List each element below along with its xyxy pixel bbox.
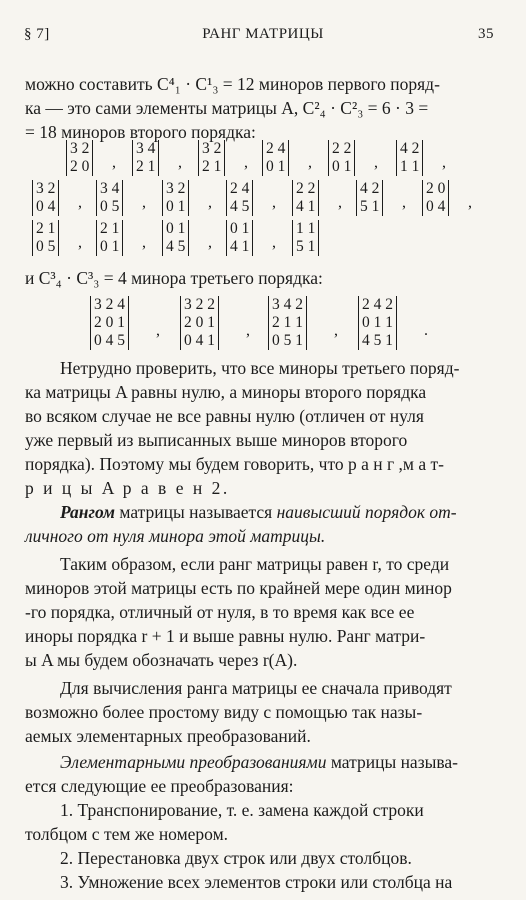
- separator-comma: .: [424, 322, 428, 339]
- matrix-row: 2 1: [100, 220, 120, 237]
- definition-line-1: [60, 500, 495, 524]
- matrix-row: 4 5: [166, 238, 186, 255]
- matrix-row: 2 4: [230, 180, 250, 197]
- minor-2x2: [292, 220, 319, 256]
- definition-line-2: личного от нуля минора этой матрицы.: [25, 526, 326, 546]
- matrix-row: 0 1: [166, 220, 186, 237]
- minor-2x2: [66, 140, 93, 176]
- minor-2x2: [226, 180, 253, 216]
- matrix-row: 4 1: [230, 238, 250, 255]
- matrix-row: 2 1: [202, 158, 222, 175]
- matrix-row: 3 4: [136, 140, 156, 157]
- separator-comma: ,: [272, 194, 276, 211]
- section-number: § 7]: [24, 26, 50, 42]
- matrix-row: 4 5 1: [362, 332, 393, 349]
- minor-2x2: [226, 220, 253, 256]
- matrix-row: 3 2: [202, 140, 222, 157]
- matrix-row: 5 1: [296, 238, 316, 255]
- matrix-row: 0 4 1: [184, 332, 215, 349]
- minor-3x3: [180, 296, 219, 350]
- separator-comma: ,: [402, 194, 406, 211]
- list-item: 1. Транспонирование, т. е. замена каждой строки: [60, 800, 424, 820]
- text-line: миноров этой матрицы есть по крайней мере один минор: [25, 578, 452, 598]
- page-number: 35: [478, 26, 494, 42]
- minor-2x2: [396, 140, 423, 176]
- matrix-row: 0 1: [166, 198, 186, 215]
- matrix-row: 3 2: [36, 180, 56, 197]
- text-line: р и ц ы A р а в е н 2.: [25, 478, 230, 498]
- matrix-row: 1 1: [296, 220, 316, 237]
- chapter-title: РАНГ МАТРИЦЫ: [202, 26, 324, 42]
- separator-comma: ,: [208, 194, 212, 211]
- matrix-row: 2 4 2: [362, 296, 393, 313]
- list-item-cont: толбцом с тем же номером.: [25, 824, 229, 844]
- emphasis: Элементарными преобразованиями: [60, 752, 327, 772]
- minor-2x2: [262, 140, 289, 176]
- separator-comma: ,: [142, 234, 146, 251]
- text-line: иноры порядка r + 1 и выше равны нулю. Ранг матри-: [25, 626, 426, 646]
- intro-line-2: ка — это сами элементы матрицы A, C²₄ · C²₃ = 6 · 3 =: [25, 98, 429, 118]
- separator-comma: ,: [308, 154, 312, 171]
- text-line: [60, 750, 495, 774]
- matrix-row: 0 1: [332, 158, 352, 175]
- separator-comma: ,: [272, 234, 276, 251]
- minor-2x2: [96, 180, 123, 216]
- definition-text: матрицы называется: [115, 502, 277, 522]
- separator-comma: ,: [468, 194, 472, 211]
- matrix-row: 3 2 2: [184, 296, 215, 313]
- matrix-row: 2 0 1: [94, 314, 125, 331]
- minor-2x2: [32, 180, 59, 216]
- minor-3x3: [90, 296, 129, 350]
- minor-2x2: [96, 220, 123, 256]
- matrix-row: 3 4 2: [272, 296, 303, 313]
- matrix-row: 4 2: [400, 140, 420, 157]
- text-line: во всяком случае не все равны нулю (отличен от нуля: [25, 406, 424, 426]
- matrix-row: 2 1 1: [272, 314, 303, 331]
- minor-2x2: [32, 220, 59, 256]
- matrix-row: 2 0: [70, 158, 90, 175]
- matrix-row: 1 1: [400, 158, 420, 175]
- separator-comma: ,: [374, 154, 378, 171]
- separator-comma: ,: [442, 154, 446, 171]
- separator-comma: ,: [178, 154, 182, 171]
- minor-3x3: [358, 296, 397, 350]
- matrix-row: 3 2 4: [94, 296, 125, 313]
- intro-line-3: = 18 миноров второго порядка:: [25, 122, 256, 142]
- matrix-row: 0 1: [230, 220, 250, 237]
- matrix-row: 5 1: [360, 198, 380, 215]
- text-line: ка матрицы A равны нулю, а миноры второго порядка: [25, 382, 427, 402]
- intro-line-1: можно составить C⁴₁ · C¹₃ = 12 миноров первого поряд-: [25, 74, 440, 94]
- separator-comma: ,: [156, 322, 160, 339]
- text: матрицы называ-: [326, 752, 459, 772]
- separator-comma: ,: [246, 322, 250, 339]
- minor-2x2: [162, 220, 189, 256]
- matrix-row: 0 4: [426, 198, 446, 215]
- text-line: ы A мы будем обозначать через r(A).: [25, 650, 298, 670]
- separator-comma: ,: [112, 154, 116, 171]
- minor-2x2: [132, 140, 159, 176]
- minor-2x2: [356, 180, 383, 216]
- matrix-row: 0 1: [100, 238, 120, 255]
- matrix-row: 2 1: [36, 220, 56, 237]
- separator-comma: ,: [338, 194, 342, 211]
- text-line: уже первый из выписанных выше миноров второго: [25, 430, 408, 450]
- list-item: 3. Умножение всех элементов строки или столбца на: [60, 872, 453, 892]
- separator-comma: ,: [244, 154, 248, 171]
- minor-2x2: [292, 180, 319, 216]
- matrix-row: 2 0 1: [184, 314, 215, 331]
- minor-3x3: [268, 296, 307, 350]
- matrix-row: 3 4: [100, 180, 120, 197]
- minor-2x2: [422, 180, 449, 216]
- list-item: 2. Перестановка двух строк или двух столбцов.: [60, 848, 412, 868]
- text-line: Для вычисления ранга матрицы ее сначала приводят: [60, 678, 452, 698]
- text-line: -го порядка, отличный от нуля, в то время как все ее: [25, 602, 415, 622]
- text-line: возможно более простому виду с помощью так назы-: [25, 702, 423, 722]
- third-order-intro: и C³₄ · C³₃ = 4 минора третьего порядка:: [25, 268, 323, 288]
- minor-2x2: [328, 140, 355, 176]
- matrix-row: 2 4: [266, 140, 286, 157]
- matrix-row: 2 2: [296, 180, 316, 197]
- defined-term: Рангом: [60, 502, 116, 522]
- text-line: аемых элементарных преобразований.: [25, 726, 311, 746]
- matrix-row: 0 4: [36, 198, 56, 215]
- matrix-row: 0 5: [100, 198, 120, 215]
- matrix-row: 0 1 1: [362, 314, 393, 331]
- matrix-row: 3 2: [166, 180, 186, 197]
- separator-comma: ,: [142, 194, 146, 211]
- matrix-row: 2 1: [136, 158, 156, 175]
- separator-comma: ,: [78, 234, 82, 251]
- matrix-row: 4 2: [360, 180, 380, 197]
- separator-comma: ,: [208, 234, 212, 251]
- matrix-row: 0 1: [266, 158, 286, 175]
- text-line: ется следующие ее преобразования:: [25, 776, 294, 796]
- matrix-row: 0 5 1: [272, 332, 303, 349]
- matrix-row: 0 5: [36, 238, 56, 255]
- matrix-row: 2 2: [332, 140, 352, 157]
- minor-2x2: [198, 140, 225, 176]
- definition-emphasis: наивысший порядок от-: [276, 502, 457, 522]
- text-line: порядка). Поэтому мы будем говорить, что р а н г ,м а т-: [25, 454, 444, 474]
- separator-comma: ,: [78, 194, 82, 211]
- text-line: Таким образом, если ранг матрицы равен r, то среди: [60, 554, 450, 574]
- matrix-row: 4 1: [296, 198, 316, 215]
- matrix-row: 4 5: [230, 198, 250, 215]
- minor-2x2: [162, 180, 189, 216]
- matrix-row: 0 4 5: [94, 332, 125, 349]
- separator-comma: ,: [334, 322, 338, 339]
- matrix-row: 2 0: [426, 180, 446, 197]
- text-line: Нетрудно проверить, что все миноры третьего поряд-: [60, 358, 460, 378]
- matrix-row: 3 2: [70, 140, 90, 157]
